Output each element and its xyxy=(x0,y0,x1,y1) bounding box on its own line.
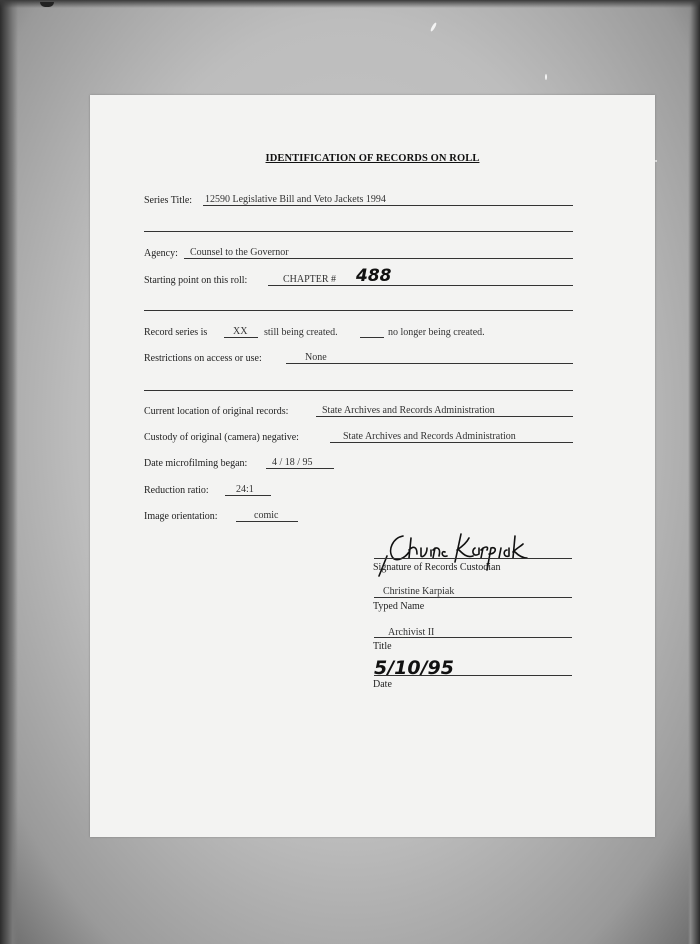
agency-underline xyxy=(184,258,573,259)
image-orientation-value: comic xyxy=(254,510,279,521)
agency-value: Counsel to the Governor xyxy=(190,247,289,258)
custody-value: State Archives and Records Administration xyxy=(343,431,516,442)
still-created-text: still being created. xyxy=(264,327,338,338)
frame-edge-top xyxy=(0,0,700,8)
image-orientation-underline xyxy=(236,521,298,522)
series-title-value: 12590 Legislative Bill and Veto Jackets 1994 xyxy=(205,194,386,205)
reduction-ratio-underline xyxy=(225,495,271,496)
restrictions-label: Restrictions on access or use: xyxy=(144,353,262,364)
frame-edge-right xyxy=(688,0,700,944)
title-value: Archivist II xyxy=(388,627,435,638)
still-created-mark: XX xyxy=(233,326,248,337)
starting-chapter-handwritten: 488 xyxy=(356,266,392,286)
series-title-label: Series Title: xyxy=(144,195,193,206)
no-longer-created-blank xyxy=(360,337,384,338)
dust-speck xyxy=(655,160,657,162)
series-title-extra-line xyxy=(144,231,573,232)
typed-name-underline xyxy=(374,597,572,598)
record-series-label: Record series is xyxy=(144,327,208,338)
date-microfilming-underline xyxy=(266,468,334,469)
date-label: Date xyxy=(373,679,392,690)
date-handwritten: 5/10/95 xyxy=(374,657,454,679)
still-created-blank xyxy=(224,337,258,338)
restrictions-value: None xyxy=(305,352,327,363)
current-location-underline xyxy=(316,416,573,417)
date-microfilming-value: 4 / 18 / 95 xyxy=(272,457,313,468)
typed-name-value: Christine Karpiak xyxy=(383,586,455,597)
title-underline xyxy=(374,637,572,638)
dust-speck xyxy=(545,74,547,80)
starting-point-extra-line xyxy=(144,310,573,311)
custody-underline xyxy=(330,442,573,443)
restrictions-underline xyxy=(286,363,573,364)
title-label: Title xyxy=(373,641,392,652)
records-form-page xyxy=(90,95,655,837)
typed-name-label: Typed Name xyxy=(373,601,425,612)
agency-label: Agency: xyxy=(144,248,178,259)
date-microfilming-label: Date microfilming began: xyxy=(144,458,248,469)
starting-point-label: Starting point on this roll: xyxy=(144,275,248,286)
frame-edge-left xyxy=(0,0,18,944)
reduction-ratio-label: Reduction ratio: xyxy=(144,485,209,496)
current-location-label: Current location of original records: xyxy=(144,406,289,417)
custody-label: Custody of original (camera) negative: xyxy=(144,432,299,443)
date-underline xyxy=(374,675,572,676)
starting-point-underline xyxy=(268,285,573,286)
restrictions-extra-line xyxy=(144,390,573,391)
dust-speck xyxy=(430,22,438,32)
starting-point-value: CHAPTER # xyxy=(283,274,337,285)
current-location-value: State Archives and Records Administration xyxy=(322,405,495,416)
no-longer-created-text: no longer being created. xyxy=(388,327,485,338)
signature-label: Signature of Records Custodian xyxy=(373,562,501,573)
signature-underline xyxy=(374,558,572,559)
image-orientation-label: Image orientation: xyxy=(144,511,218,522)
series-title-underline xyxy=(203,205,573,206)
reduction-ratio-value: 24:1 xyxy=(236,484,254,495)
form-title: IDENTIFICATION OF RECORDS ON ROLL xyxy=(265,153,480,164)
